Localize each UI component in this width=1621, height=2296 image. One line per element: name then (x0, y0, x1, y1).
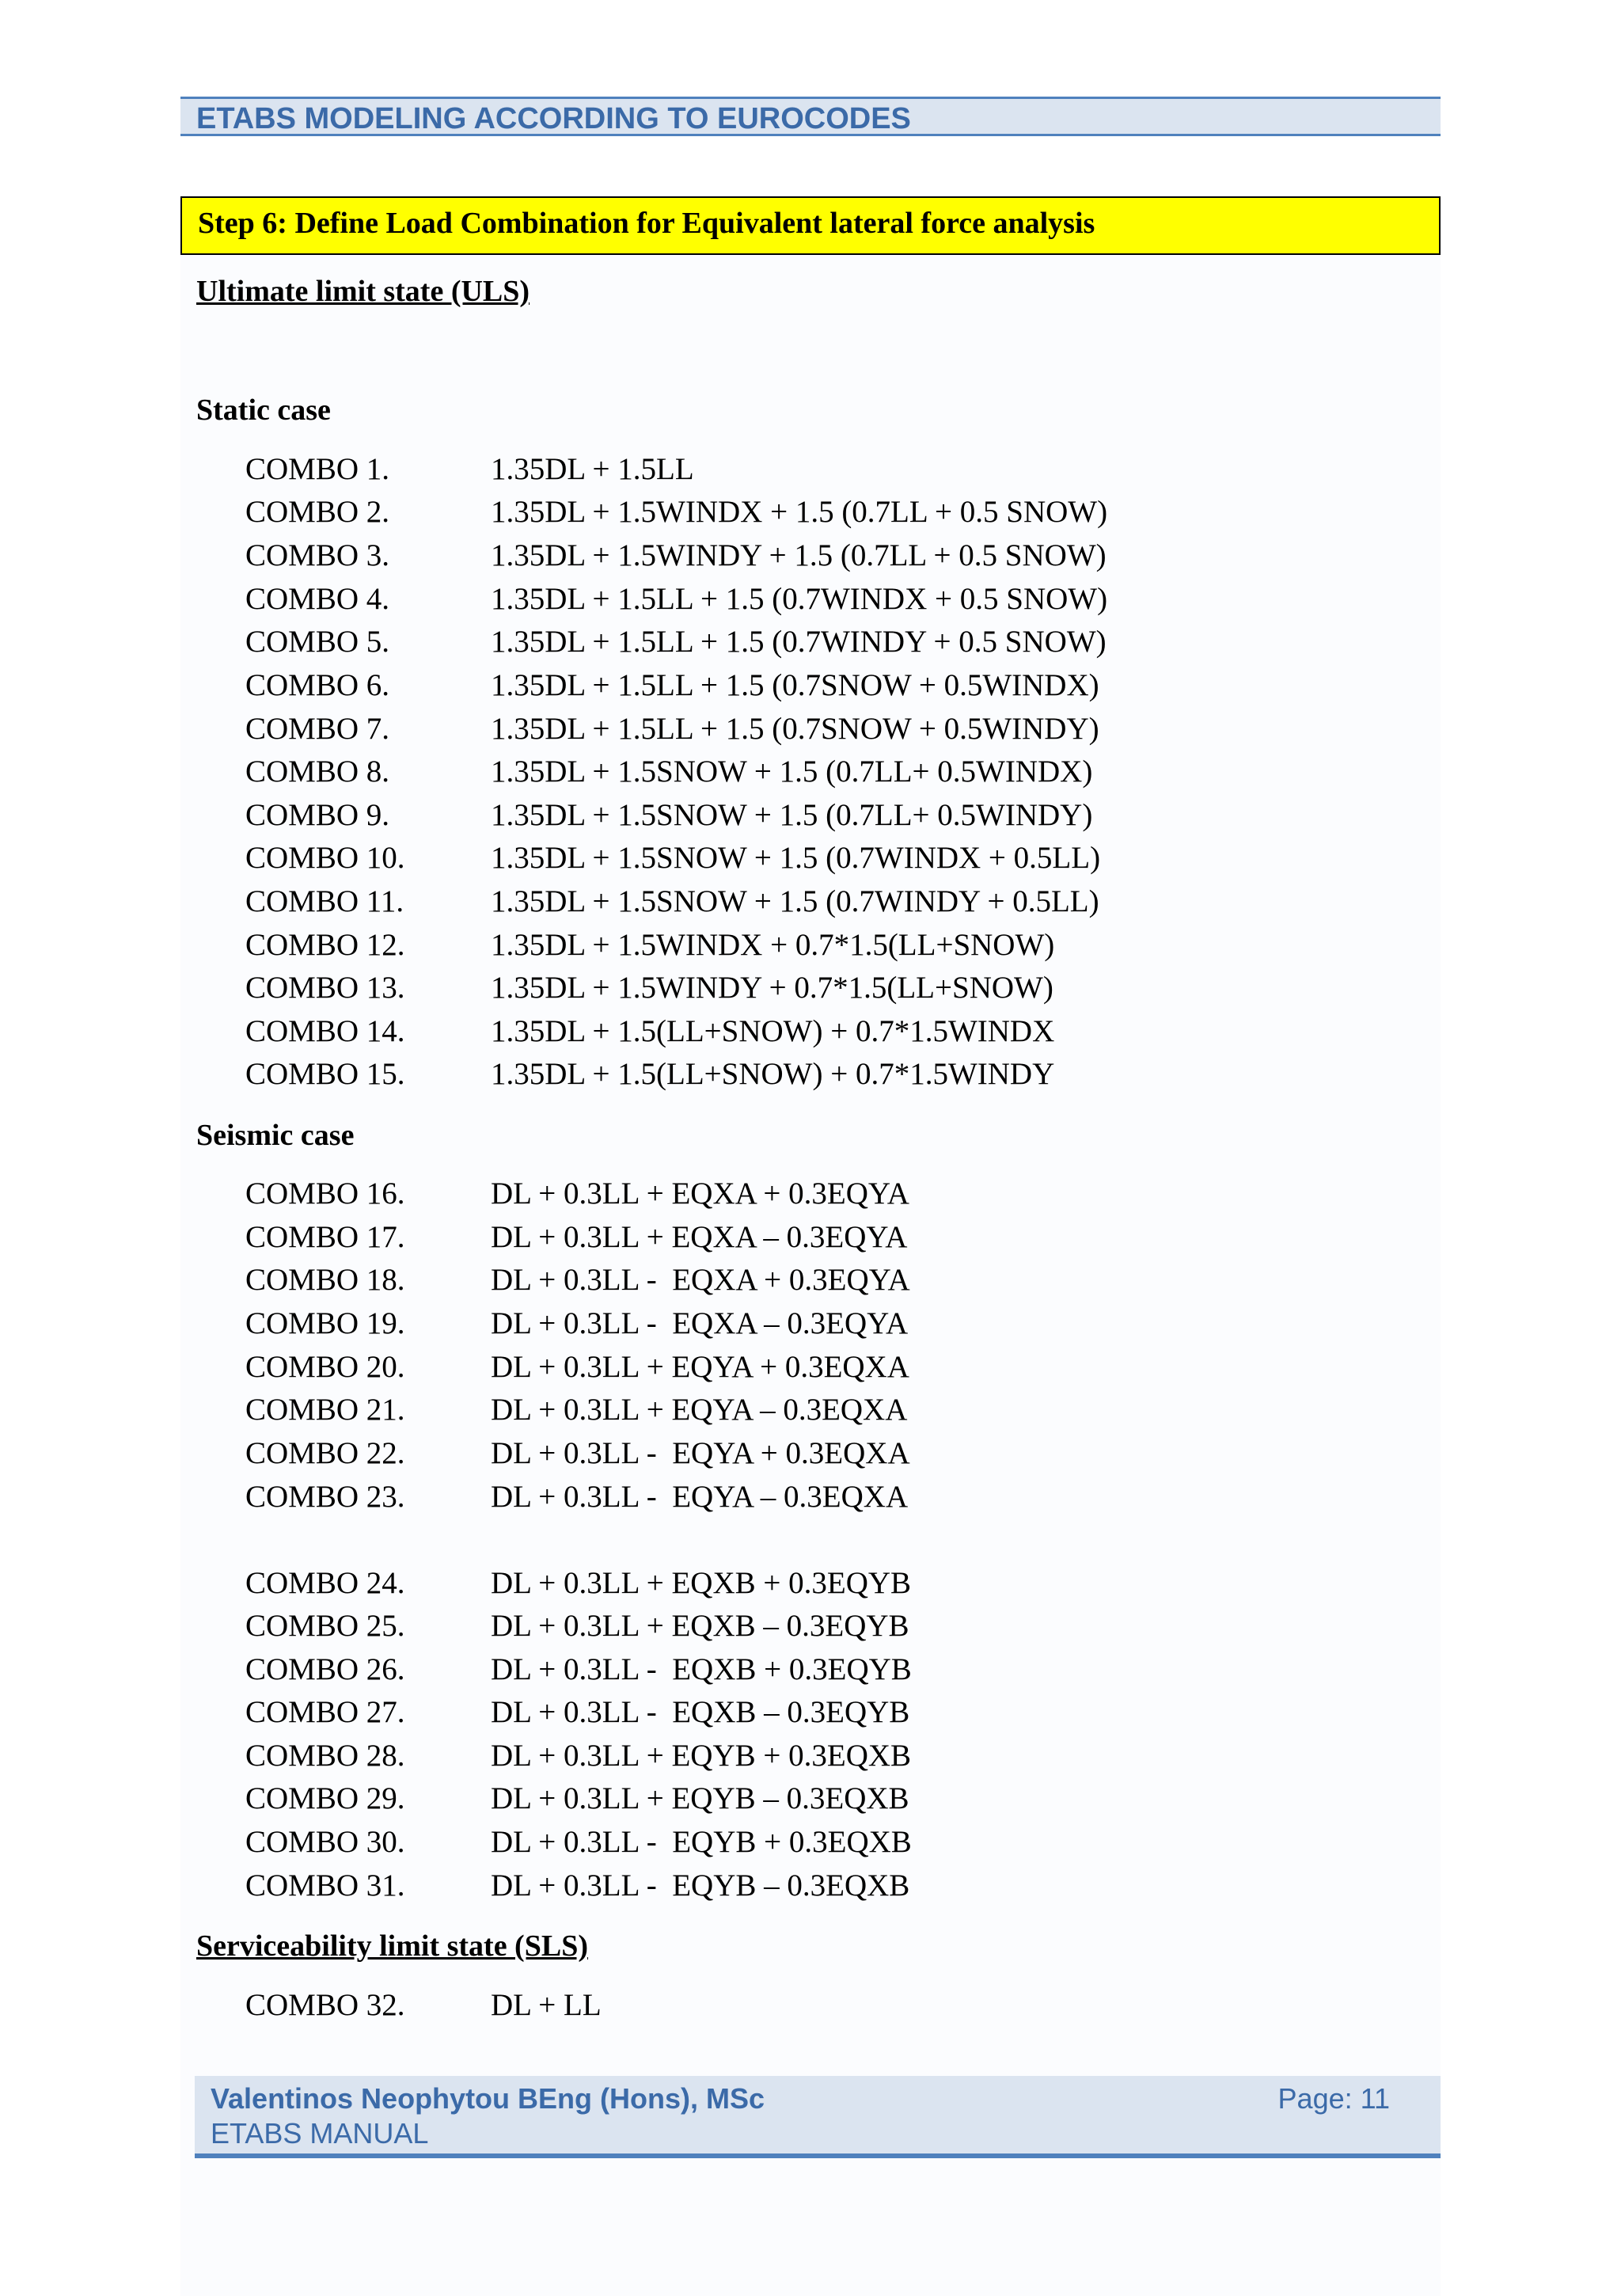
footer-author: Valentinos Neophytou BEng (Hons), MSc (211, 2082, 765, 2115)
combo-equation: DL + 0.3LL + EQXA + 0.3EQYA (491, 1177, 909, 1211)
combo-label: COMBO 26. (245, 1652, 405, 1686)
combo-equation: DL + 0.3LL + EQXB + 0.3EQYB (491, 1566, 912, 1600)
combo-label: COMBO 19. (245, 1306, 405, 1340)
combo-label: COMBO 3. (245, 538, 390, 572)
combo-label: COMBO 4. (245, 582, 390, 616)
combo-label: COMBO 14. (245, 1014, 405, 1048)
combo-label: COMBO 7. (245, 712, 390, 746)
combo-equation: 1.35DL + 1.5WINDY + 0.7*1.5(LL+SNOW) (491, 971, 1053, 1005)
combo-label: COMBO 11. (245, 884, 404, 918)
combo-equation: DL + 0.3LL - EQYB + 0.3EQXB (491, 1825, 912, 1859)
combo-label: COMBO 18. (245, 1263, 405, 1297)
header-title: ETABS MODELING ACCORDING TO EUROCODES (196, 102, 911, 135)
footer-subtitle: ETABS MANUAL (211, 2117, 429, 2150)
combo-equation: DL + 0.3LL - EQYA + 0.3EQXA (491, 1436, 910, 1470)
step-title-box (180, 196, 1441, 255)
page-header (180, 97, 1441, 136)
combo-label: COMBO 27. (245, 1695, 405, 1729)
combo-label: COMBO 5. (245, 625, 390, 659)
static-case-heading: Static case (196, 393, 331, 427)
page-footer (195, 2076, 1441, 2158)
combo-label: COMBO 6. (245, 668, 390, 702)
combo-equation: 1.35DL + 1.5(LL+SNOW) + 0.7*1.5WINDY (491, 1057, 1055, 1091)
combo-equation: DL + 0.3LL + EQYA + 0.3EQXA (491, 1350, 909, 1384)
seismic-case-heading: Seismic case (196, 1119, 355, 1152)
combo-label: COMBO 2. (245, 495, 390, 529)
combo-label: COMBO 30. (245, 1825, 405, 1859)
combo-label: COMBO 21. (245, 1393, 405, 1427)
combo-equation: DL + 0.3LL + EQYB + 0.3EQXB (491, 1739, 912, 1773)
combo-equation: 1.35DL + 1.5WINDX + 0.7*1.5(LL+SNOW) (491, 928, 1055, 962)
combo-equation: 1.35DL + 1.5SNOW + 1.5 (0.7LL+ 0.5WINDX) (491, 755, 1093, 789)
combo-equation: 1.35DL + 1.5(LL+SNOW) + 0.7*1.5WINDX (491, 1014, 1055, 1048)
combo-label: COMBO 13. (245, 971, 405, 1005)
combo-equation: DL + 0.3LL - EQYB – 0.3EQXB (491, 1868, 910, 1903)
combo-label: COMBO 1. (245, 452, 390, 486)
combo-label: COMBO 25. (245, 1609, 405, 1643)
combo-equation: DL + LL (491, 1988, 602, 2022)
uls-heading: Ultimate limit state (ULS) (196, 275, 530, 308)
combo-label: COMBO 23. (245, 1480, 405, 1514)
combo-label: COMBO 31. (245, 1868, 405, 1903)
combo-equation: 1.35DL + 1.5SNOW + 1.5 (0.7WINDX + 0.5LL) (491, 841, 1101, 875)
combo-equation: DL + 0.3LL - EQXA – 0.3EQYA (491, 1306, 909, 1340)
combo-equation: 1.35DL + 1.5LL + 1.5 (0.7SNOW + 0.5WINDY) (491, 712, 1099, 746)
combo-equation: DL + 0.3LL - EQYA – 0.3EQXA (491, 1480, 909, 1514)
step-title: Step 6: Define Load Combination for Equivalent lateral force analysis (198, 207, 1095, 240)
sls-heading: Serviceability limit state (SLS) (196, 1929, 588, 1963)
combo-equation: 1.35DL + 1.5LL + 1.5 (0.7WINDY + 0.5 SNOW) (491, 625, 1107, 659)
combo-label: COMBO 20. (245, 1350, 405, 1384)
combo-equation: 1.35DL + 1.5WINDY + 1.5 (0.7LL + 0.5 SNOW) (491, 538, 1107, 572)
combo-label: COMBO 12. (245, 928, 405, 962)
combo-label: COMBO 10. (245, 841, 405, 875)
combo-label: COMBO 28. (245, 1739, 405, 1773)
combo-label: COMBO 32. (245, 1988, 405, 2022)
combo-equation: 1.35DL + 1.5LL + 1.5 (0.7SNOW + 0.5WINDX) (491, 668, 1099, 702)
combo-label: COMBO 17. (245, 1220, 405, 1254)
combo-label: COMBO 16. (245, 1177, 405, 1211)
combo-label: COMBO 22. (245, 1436, 405, 1470)
combo-equation: DL + 0.3LL - EQXB – 0.3EQYB (491, 1695, 910, 1729)
combo-equation: 1.35DL + 1.5LL + 1.5 (0.7WINDX + 0.5 SNOW) (491, 582, 1108, 616)
combo-equation: DL + 0.3LL + EQYA – 0.3EQXA (491, 1393, 908, 1427)
combo-equation: 1.35DL + 1.5WINDX + 1.5 (0.7LL + 0.5 SNOW) (491, 495, 1108, 529)
combo-label: COMBO 8. (245, 755, 390, 789)
combo-equation: 1.35DL + 1.5LL (491, 452, 694, 486)
combo-equation: DL + 0.3LL + EQXB – 0.3EQYB (491, 1609, 909, 1643)
combo-equation: DL + 0.3LL + EQXA – 0.3EQYA (491, 1220, 908, 1254)
page-number: Page: 11 (1277, 2082, 1390, 2115)
combo-equation: 1.35DL + 1.5SNOW + 1.5 (0.7LL+ 0.5WINDY) (491, 798, 1093, 832)
combo-label: COMBO 29. (245, 1781, 405, 1815)
combo-label: COMBO 15. (245, 1057, 405, 1091)
combo-equation: DL + 0.3LL - EQXB + 0.3EQYB (491, 1652, 912, 1686)
combo-label: COMBO 24. (245, 1566, 405, 1600)
combo-label: COMBO 9. (245, 798, 390, 832)
combo-equation: DL + 0.3LL - EQXA + 0.3EQYA (491, 1263, 910, 1297)
combo-equation: DL + 0.3LL + EQYB – 0.3EQXB (491, 1781, 909, 1815)
combo-equation: 1.35DL + 1.5SNOW + 1.5 (0.7WINDY + 0.5LL) (491, 884, 1099, 918)
